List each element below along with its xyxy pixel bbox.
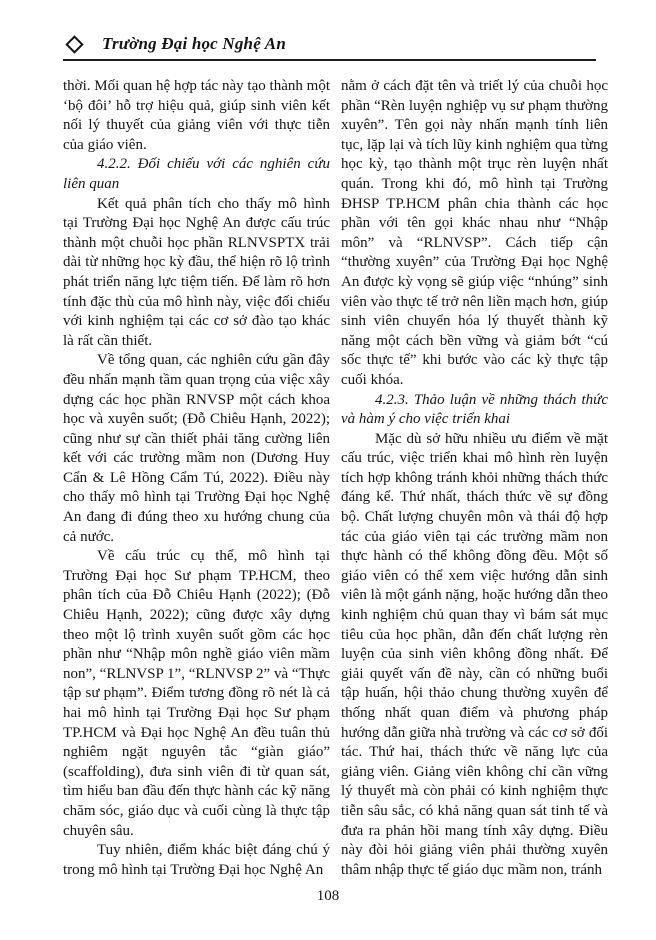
header-row — [63, 34, 596, 59]
paragraph-continuation: thời. Mối quan hệ hợp tác này tạo thành một ‘bộ đôi’ hỗ trợ hiệu quả, giúp sinh viên kết nối lý thuyết của giảng viên với thực tiễn của giáo viên. — [63, 78, 330, 153]
running-head-title: Trường Đại học Nghệ An — [102, 34, 286, 53]
left-column — [63, 77, 330, 885]
paragraph-continuation: nằm ở cách đặt tên và triết lý của chuỗi học phần “Rèn luyện nghiệp vụ sư phạm thường xuyên”. Tên gọi này nhấn mạnh tính liên tục, lặp lại và tích lũy kinh nghiệm qua từng học kỳ, tạo thành một trục rèn luyện nhất quán. Trong khi đó, mô hình tại Trường ĐHSP TP.HCM phân chia thành các học phần với tên gọi khác nhau như “Nhập môn” và “RLNVSP”. Cách tiếp cận “thường xuyên” của Trường Đại học Nghệ An được kỳ vọng sẽ giúp việc “nhúng” sinh viên vào thực tế trở nên liền mạch hơn, giúp sinh viên chuyển hóa lý thuyết thành kỹ năng một cách bền vững và giảm bớt “cú sốc thực tế” khi bước vào các kỳ thực tập cuối khóa. — [341, 78, 608, 388]
page-header — [63, 34, 596, 61]
header-rule — [63, 59, 596, 61]
paragraph: Về tổng quan, các nghiên cứu gần đây đều nhấn mạnh tầm quan trọng của việc xây dựng các học phần RNVSP một cách khoa học và xuyên suốt; (Đỗ Chiêu Hạnh, 2022); cũng như sự cần thiết phải tăng cường liên kết với các trường mầm non (Dương Huy Cẩn & Lê Hồng Cẩm Tú, 2022). Điều này cho thấy mô hình tại Trường Đại học Nghệ An đang đi đúng theo xu hướng chung của cả nước. — [63, 352, 330, 545]
text-columns — [63, 77, 608, 885]
section-heading-4-2-2: 4.2.2. Đối chiếu với các nghiên cứu liên quan — [63, 156, 330, 192]
paragraph: Tuy nhiên, điểm khác biệt đáng chú ý trong mô hình tại Trường Đại học Nghệ An — [63, 842, 330, 878]
paragraph: Kết quả phân tích cho thấy mô hình tại Trường Đại học Nghệ An được cấu trúc thành một chuỗi học phần RLNVSPTX trải dài từ những học kỳ đầu, thể hiện rõ lộ trình phát triển năng lực tiệm tiến. Để làm rõ hơn tính đặc thù của mô hình này, việc đối chiếu với kinh nghiệm tại các cơ sở đào tạo khác là rất cần thiết. — [63, 195, 330, 349]
diamond-icon — [65, 35, 83, 53]
paragraph: Mặc dù sở hữu nhiều ưu điểm về mặt cấu trúc, việc triển khai mô hình rèn luyện tích hợp không tránh khỏi những thách thức đáng kể. Thứ nhất, thách thức về sự đồng bộ. Chất lượng chuyên môn và thái độ hợp tác của giáo viên tại các trường mầm non thực hành có thể không đồng đều. Một số giáo viên có thể xem việc hướng dẫn sinh viên là một gánh nặng, hoặc hướng dẫn theo kinh nghiệm chủ quan thay vì bám sát mục tiêu của học phần, dẫn đến chất lượng rèn luyện của sinh viên không đồng nhất. Để giải quyết vấn đề này, cần có những buổi tập huấn, hội thảo chung thường xuyên để thống nhất quan điểm và phương pháp hướng dẫn giữa nhà trường và các cơ sở đối tác. Thứ hai, thách thức về năng lực của giảng viên. Giảng viên không chỉ cần vững lý thuyết mà còn phải có kinh nghiệm thực tiễn sâu sắc, có khả năng quan sát tinh tế và đưa ra phản hồi mang tính xây dựng. Điều này đòi hỏi giảng viên phải thường xuyên thâm nhập thực tế giáo dục mầm non, tránh — [341, 430, 608, 878]
section-heading-4-2-3: 4.2.3. Thảo luận về những thách thức và hàm ý cho việc triển khai — [341, 391, 608, 428]
right-column — [341, 77, 608, 885]
paragraph: Về cấu trúc cụ thể, mô hình tại Trường Đại học Sư phạm TP.HCM, theo phân tích của Đỗ Chiêu Hạnh (2022); (Đỗ Chiêu Hạnh, 2022); cũng được xây dựng theo một lộ trình xuyên suốt gồm các học phần như “Nhập môn nghề giáo viên mầm non”, “RLNVSP 1”, “RLNVSP 2” và “Thực tập sư phạm”. Điểm tương đồng rõ nét là cả hai mô hình tại Trường Đại học Sư phạm TP.HCM và Đại học Nghệ An đều tuân thủ nghiêm ngặt nguyên tắc “giàn giáo” (scaffolding), đưa sinh viên đi từ quan sát, tìm hiểu ban đầu đến thực hành các kỹ năng chăm sóc, giáo dục và cuối cùng là thực tập chuyên sâu. — [63, 548, 330, 839]
page-number: 108 — [316, 888, 340, 904]
